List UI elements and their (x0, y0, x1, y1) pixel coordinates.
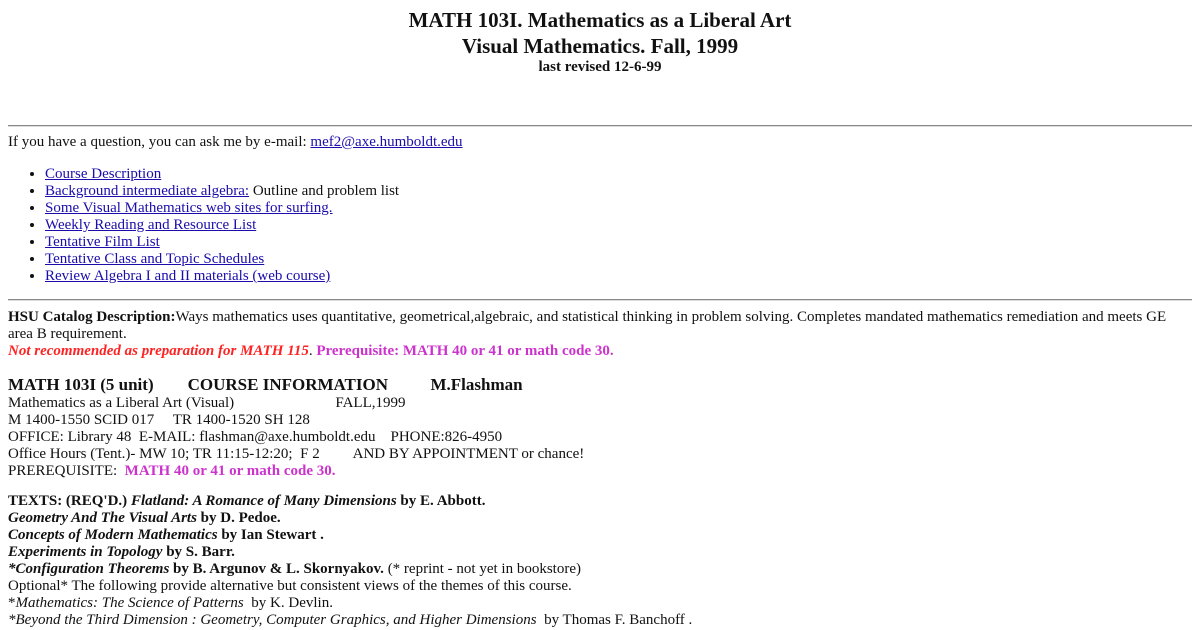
page-title-line2: Visual Mathematics. Fall, 1999 (461, 34, 739, 58)
list-item (45, 166, 399, 183)
optional-note: Optional* The following provide alternative but consistent views of the themes of this course. (8, 578, 572, 594)
list-item (45, 183, 399, 200)
course-links-list (0, 166, 399, 285)
reprint-note: (* reprint - not yet in bookstore) (383, 561, 581, 577)
catalog-prerequisite: Prerequisite: MATH 40 or 41 or math code 30. (312, 343, 614, 359)
texts-label: TEXTS: (REQ'D.) (8, 493, 131, 509)
list-item (45, 217, 399, 234)
book-title: Concepts of Modern Mathematics (8, 527, 218, 543)
course-title-term: Mathematics as a Liberal Art (Visual) FALL,1999 (8, 395, 406, 411)
prerequisite-line: PREREQUISITE: MATH 40 or 41 or math code 30. (8, 463, 336, 479)
class-times: M 1400-1550 SCID 017 TR 1400-1520 SH 128 (8, 412, 310, 428)
book-title: Geometry And The Visual Arts (8, 510, 197, 526)
required-texts (8, 493, 692, 629)
divider-top (0, 125, 1200, 127)
text-item: Concepts of Modern Mathematics by Ian Stewart . (8, 527, 324, 543)
book-title: *Beyond the Third Dimension : Geometry, Computer Graphics, and Higher Dimensions (8, 612, 537, 628)
link-course-description[interactable]: Course Description (45, 166, 162, 182)
text-item: *Configuration Theorems by B. Argunov & L. Skornyakov. (* reprint - not yet in bookstore) (8, 561, 581, 577)
office-contact: OFFICE: Library 48 E-MAIL: flashman@axe.humboldt.edu PHONE:826-4950 (8, 429, 503, 445)
text-item: *Beyond the Third Dimension : Geometry, Computer Graphics, and Higher Dimensions by Thomas F. Banchoff . (8, 612, 693, 628)
text-item: TEXTS: (REQ'D.) Flatland: A Romance of Many Dimensions by E. Abbott. (8, 493, 486, 509)
link-weekly-reading[interactable]: Weekly Reading and Resource List (45, 217, 257, 233)
page-header (0, 0, 1200, 76)
list-item (45, 200, 399, 217)
contact-text: If you have a question, you can ask me by e-mail: (8, 134, 311, 150)
not-recommended-note: Not recommended as preparation for MATH 115 (8, 343, 309, 359)
text-item: Geometry And The Visual Arts by D. Pedoe. (8, 510, 281, 526)
list-item (45, 234, 399, 251)
list-item (45, 268, 399, 285)
link-background-algebra[interactable]: Background intermediate algebra: (45, 183, 250, 199)
book-title: Experiments in Topology (8, 544, 163, 560)
office-hours: Office Hours (Tent.)- MW 10; TR 11:15-12:20; F 2 AND BY APPOINTMENT or chance! (8, 446, 585, 462)
course-info-heading: MATH 103I (5 unit) COURSE INFORMATION M.Flashman (8, 375, 523, 394)
text-item: *Mathematics: The Science of Patterns by K. Devlin. (8, 595, 333, 611)
contact-line (8, 134, 463, 151)
book-title: Flatland: A Romance of Many Dimensions (130, 493, 397, 509)
prerequisite-value: MATH 40 or 41 or math code 30. (124, 463, 336, 479)
divider-middle (0, 299, 1200, 301)
email-link[interactable]: mef2@axe.humboldt.edu (310, 134, 463, 150)
course-information (8, 375, 584, 480)
link-suffix: Outline and problem list (249, 183, 400, 199)
catalog-description: HSU Catalog Description:Ways mathematics uses quantitative, geometrical,algebraic, and statistical thinking in problem solving. Completes mandated mathematics remediation and meets GE area B requirement. Not recommended as preparation for MATH 115. Prerequisite: MATH 40 or 41 or math code 30. (8, 309, 1167, 359)
last-revised: last revised 12-6-99 (538, 59, 662, 75)
page-title-line1: MATH 103I. Mathematics as a Liberal Art (408, 8, 792, 32)
catalog-label: HSU Catalog Description: (8, 309, 176, 325)
link-class-schedules[interactable]: Tentative Class and Topic Schedules (45, 251, 265, 267)
link-film-list[interactable]: Tentative Film List (45, 234, 160, 250)
book-title: *Configuration Theorems (8, 561, 170, 577)
book-title: Mathematics: The Science of Patterns (15, 595, 244, 611)
text-item: Experiments in Topology by S. Barr. (8, 544, 235, 560)
link-review-algebra[interactable]: Review Algebra I and II materials (web course) (45, 268, 331, 284)
catalog-text: Ways mathematics uses quantitative, geometrical,algebraic, and statistical thinking in problem solving. Completes mandated mathematics remediation and meets GE area B requirement. (8, 309, 1167, 342)
link-web-sites[interactable]: Some Visual Mathematics web sites for surfing. (45, 200, 333, 216)
list-item (45, 251, 399, 268)
